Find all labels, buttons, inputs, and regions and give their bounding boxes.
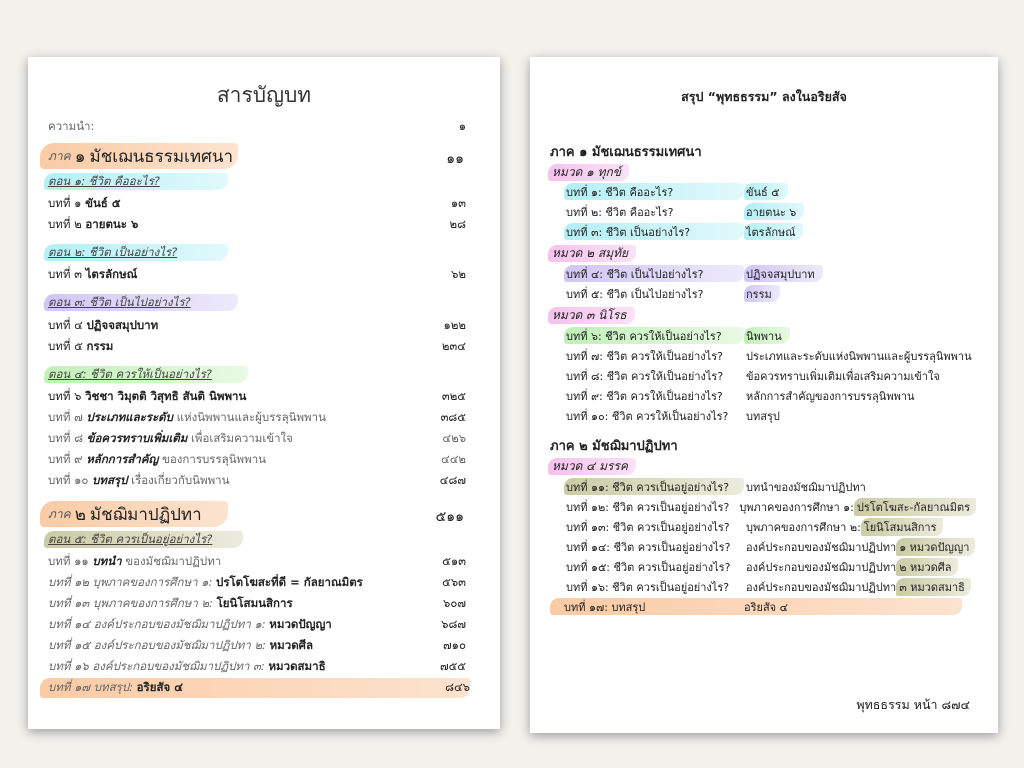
- row-answer-tag: ๓ หมวดสมาธิ: [896, 578, 971, 596]
- row-question: บทที่ ๑๑: ชีวิต ควรเป็นอยู่อย่างไร?: [564, 478, 744, 495]
- summary-row-13[interactable]: [564, 518, 984, 535]
- row-question: บทที่ ๑: ชีวิต คืออะไร?: [564, 183, 744, 200]
- ch-title: โยนิโสมนสิการ: [216, 596, 293, 610]
- row-answer: ขันธ์ ๕: [744, 183, 788, 200]
- part-number: ๒: [74, 504, 86, 525]
- toc-section-2[interactable]: ตอน ๒: ชีวิต เป็นอย่างไร?: [44, 244, 228, 261]
- toc-title: สารบัญบท: [216, 83, 312, 107]
- toc-page-number: ๒๘: [449, 217, 466, 231]
- ch-subtitle: แห่งนิพพานและผู้บรรลุนิพพาน: [172, 410, 326, 424]
- ch-title: ปรโตโฆสะที่ดี = กัลยาณมิตร: [216, 575, 363, 589]
- row-answer: ปฏิจจสมุปบาท: [744, 265, 823, 282]
- row-answer: บุพภาคของการศึกษา ๒:: [746, 520, 861, 534]
- ch-prefix: บทที่ ๑๒ บุพภาคของการศึกษา ๑:: [48, 575, 217, 589]
- summary-row-16[interactable]: [564, 578, 984, 595]
- summary-row-9[interactable]: [564, 387, 984, 404]
- toc-chapter-16[interactable]: [48, 657, 466, 677]
- page-footer: พุทธธรรม หน้า ๘๗๔: [856, 697, 970, 712]
- toc-chapter-7[interactable]: [48, 408, 466, 428]
- toc-chapter-6[interactable]: [48, 387, 466, 407]
- ch-prefix: บทที่ ๑: [48, 196, 86, 210]
- toc-page-number: ๖๘๗: [441, 617, 466, 631]
- summary-row-6[interactable]: [564, 327, 984, 344]
- toc-page-number: ๒๓๔: [441, 339, 466, 353]
- toc-page-number: ๖๐๗: [443, 596, 466, 610]
- ch-title: อริยสัจ ๔: [136, 680, 183, 694]
- toc-page-number: ๑๓: [450, 196, 466, 210]
- row-answer-tag: โยนิโสมนสิการ: [861, 518, 943, 536]
- summary-row-14[interactable]: [564, 538, 984, 555]
- toc-section-3[interactable]: ตอน ๓: ชีวิต เป็นไปอย่างไร?: [44, 294, 238, 311]
- toc-chapter-17[interactable]: [40, 678, 470, 698]
- ch-title: กรรม: [86, 339, 114, 353]
- row-answer-tag: ปรโตโฆสะ-กัลยาณมิตร: [854, 498, 976, 516]
- summary-row-12[interactable]: [564, 498, 984, 515]
- ch-title: อายตนะ ๖: [85, 217, 139, 231]
- row-answer-tag: ๒ หมวดศีล: [896, 558, 957, 576]
- row-question: บทที่ ๑๗: บทสรุป: [564, 600, 646, 614]
- summary-title: สรุป “พุทธธรรม” ลงในอริยสัจ: [681, 89, 847, 104]
- toc-chapter-11[interactable]: [48, 552, 466, 572]
- summary-row-5[interactable]: [564, 285, 984, 302]
- toc-chapter-1[interactable]: [48, 194, 466, 214]
- row-answer: ประเภทและระดับแห่งนิพพานและผู้บรรลุนิพพาน: [746, 349, 972, 363]
- row-answer: บทนำของมัชฌิมาปฏิปทา: [746, 480, 866, 494]
- ch-title: ไตรลักษณ์: [85, 267, 138, 281]
- row-answer: ไตรลักษณ์: [744, 223, 803, 240]
- ch-subtitle: เรื่องเกี่ยวกับนิพพาน: [127, 473, 230, 487]
- ch-prefix: บทที่ ๕: [48, 339, 87, 353]
- summary-row-17[interactable]: [550, 598, 962, 615]
- toc-page-number: ๔๔๒: [441, 452, 466, 466]
- ch-prefix: บทที่ ๒: [48, 217, 86, 231]
- toc-page-number: ๕๖๓: [442, 575, 466, 589]
- row-answer: นิพพาน: [744, 327, 790, 344]
- toc-part-2[interactable]: [40, 501, 228, 527]
- row-question: บทที่ ๑๖: ชีวิต ควรเป็นอยู่อย่างไร?: [566, 580, 730, 594]
- summary-group-2: หมวด ๒ สมุทัย: [548, 245, 636, 262]
- toc-page-number: ๑: [458, 119, 466, 133]
- toc-chapter-4[interactable]: [48, 316, 466, 336]
- summary-row-7[interactable]: [564, 347, 984, 364]
- toc-page-number: ๗๕๕: [439, 659, 466, 673]
- toc-page-number: ๔๒๖: [442, 431, 466, 445]
- summary-group-3: หมวด ๓ นิโรธ: [548, 307, 635, 324]
- part-prefix: ภาค: [48, 506, 71, 521]
- toc-chapter-3[interactable]: [48, 265, 466, 285]
- ch-prefix: บทที่ ๑๐: [48, 473, 93, 487]
- toc-chapter-5[interactable]: [48, 337, 466, 357]
- ch-title: หมวดปัญญา: [269, 617, 332, 631]
- toc-page-number: ๓๘๕: [440, 410, 466, 424]
- ch-prefix: บทที่ ๘: [48, 431, 87, 445]
- summary-group-4: หมวด ๔ มรรค: [548, 458, 636, 475]
- ch-title: หลักการสำคัญ: [86, 452, 159, 466]
- toc-chapter-2[interactable]: [48, 215, 466, 235]
- row-question: บทที่ ๙: ชีวิต ควรให้เป็นอย่างไร?: [566, 389, 723, 403]
- ch-prefix: บทที่ ๑๖ องค์ประกอบของมัชฌิมาปฏิปทา ๓:: [48, 659, 269, 673]
- ch-title: หมวดศีล: [269, 638, 314, 652]
- row-answer: หลักการสำคัญของการบรรลุนิพพาน: [746, 389, 915, 403]
- ch-prefix: บทที่ ๑๕ องค์ประกอบของมัชฌิมาปฏิปทา ๒:: [48, 638, 270, 652]
- row-answer: องค์ประกอบของมัชฌิมาปฏิปทา: [746, 540, 897, 554]
- row-answer: อายตนะ ๖: [744, 203, 804, 220]
- row-answer-tag: ๑ หมวดปัญญา: [896, 538, 975, 556]
- toc-chapter-13[interactable]: [48, 594, 466, 614]
- ch-subtitle: ของมัชฌิมาปฏิปทา: [121, 554, 222, 568]
- row-answer: ข้อควรทราบเพิ่มเติมเพื่อเสริมความเข้าใจ: [746, 369, 940, 383]
- toc-chapter-15[interactable]: [48, 636, 466, 656]
- row-question: บทที่ ๔: ชีวิต เป็นไปอย่างไร?: [564, 265, 744, 282]
- summary-row-4[interactable]: [564, 265, 984, 282]
- ch-prefix: บทที่ ๑๓ บุพภาคของการศึกษา ๒:: [48, 596, 217, 610]
- ch-subtitle: เพื่อเสริมความเข้าใจ: [187, 431, 293, 445]
- ch-prefix: บทที่ ๗: [48, 410, 87, 424]
- ch-prefix: บทที่ ๔: [48, 318, 87, 332]
- toc-intro[interactable]: [48, 117, 466, 137]
- ch-title: ขันธ์ ๕: [85, 196, 121, 210]
- toc-chapter-12[interactable]: [48, 573, 466, 593]
- ch-title: บทนำ: [92, 554, 122, 568]
- toc-intro-label: ความนำ:: [48, 119, 95, 133]
- toc-page-number: ๔๘๗: [439, 473, 466, 487]
- toc-chapter-9[interactable]: [48, 450, 466, 470]
- row-answer: บทสรุป: [746, 409, 780, 423]
- toc-part-1-page: ๑๑: [446, 151, 464, 167]
- toc-chapter-8[interactable]: [48, 429, 466, 449]
- summary-row-15[interactable]: [564, 558, 984, 575]
- row-question: บทที่ ๒: ชีวิต คืออะไร?: [566, 205, 674, 219]
- toc-chapter-10[interactable]: [48, 471, 466, 491]
- summary-page: [530, 57, 998, 733]
- row-question: บทที่ ๑๔: ชีวิต ควรเป็นอยู่อย่างไร?: [566, 540, 731, 554]
- toc-page-number: ๕๑๓: [442, 554, 466, 568]
- ch-title: บทสรุป: [92, 473, 128, 487]
- row-question: บทที่ ๑๓: ชีวิต ควรเป็นอยู่อย่างไร?: [566, 520, 730, 534]
- ch-prefix: บทที่ ๓: [48, 267, 86, 281]
- toc-page-number: ๘๔๖: [445, 680, 470, 694]
- row-question: บทที่ ๑๒: ชีวิต ควรเป็นอยู่อย่างไร?: [566, 500, 730, 514]
- toc-section-1[interactable]: ตอน ๑: ชีวิต คืออะไร?: [44, 173, 228, 190]
- toc-page-number: ๑๒๒: [443, 318, 466, 332]
- ch-prefix: บทที่ ๙: [48, 452, 87, 466]
- toc-section-4[interactable]: ตอน ๔: ชีวิต ควรให้เป็นอย่างไร?: [44, 366, 248, 383]
- toc-section-5[interactable]: ตอน ๕: ชีวิต ควรเป็นอยู่อย่างไร?: [44, 531, 243, 548]
- part-name: มัชฌิมาปฏิปทา: [89, 504, 202, 525]
- ch-subtitle: ของการบรรลุนิพพาน: [158, 452, 267, 466]
- ch-title: ปฏิจจสมุปบาท: [86, 318, 159, 332]
- toc-part-2-page: ๕๑๑: [435, 509, 464, 525]
- row-question: บทที่ ๕: ชีวิต เป็นไปอย่างไร?: [566, 287, 704, 301]
- summary-part-2: ภาค ๒ มัชฌิมาปฏิปทา: [550, 439, 678, 454]
- toc-page-number: ๖๒: [451, 267, 466, 281]
- row-answer: องค์ประกอบของมัชฌิมาปฏิปทา: [746, 580, 897, 594]
- toc-page-number: ๗๑๐: [443, 638, 466, 652]
- ch-prefix: บทที่ ๑๔ องค์ประกอบของมัชฌิมาปฏิปทา ๑:: [48, 617, 270, 631]
- toc-part-1[interactable]: [40, 143, 238, 169]
- row-answer: อริยสัจ ๔: [744, 600, 788, 614]
- summary-group-1: หมวด ๑ ทุกข์: [548, 164, 629, 181]
- row-question: บทที่ ๑๐: ชีวิต ควรให้เป็นอย่างไร?: [566, 409, 729, 423]
- row-question: บทที่ ๑๕: ชีวิต ควรเป็นอยู่อย่างไร?: [566, 560, 731, 574]
- row-answer: บุพภาคของการศึกษา ๑:: [739, 500, 854, 514]
- row-question: บทที่ ๗: ชีวิต ควรให้เป็นอย่างไร?: [566, 349, 723, 363]
- part-prefix: ภาค: [48, 148, 71, 163]
- ch-prefix: บทที่ ๑๑: [48, 554, 93, 568]
- ch-title: หมวดสมาธิ: [268, 659, 326, 673]
- part-number: ๑: [74, 146, 86, 167]
- toc-page: [28, 57, 500, 729]
- ch-title: ประเภทและระดับ: [86, 410, 173, 424]
- toc-chapter-14[interactable]: [48, 615, 466, 635]
- summary-part-1: ภาค ๑ มัชเฌนธรรมเทศนา: [550, 145, 702, 160]
- summary-row-10[interactable]: [564, 407, 984, 424]
- summary-row-3[interactable]: [564, 223, 984, 240]
- row-question: บทที่ ๖: ชีวิต ควรให้เป็นอย่างไร?: [564, 327, 744, 344]
- ch-title: ข้อควรทราบเพิ่มเติม: [86, 431, 188, 445]
- row-question: บทที่ ๘: ชีวิต ควรให้เป็นอย่างไร?: [566, 369, 724, 383]
- row-answer: องค์ประกอบของมัชฌิมาปฏิปทา: [746, 560, 897, 574]
- row-question: บทที่ ๓: ชีวิต เป็นอย่างไร?: [564, 223, 744, 240]
- summary-row-8[interactable]: [564, 367, 984, 384]
- summary-row-11[interactable]: [564, 478, 984, 495]
- ch-title: วิชชา วิมุตติ วิสุทธิ สันติ นิพพาน: [85, 389, 247, 403]
- ch-prefix: บทที่ ๖: [48, 389, 86, 403]
- summary-row-2[interactable]: [564, 203, 984, 220]
- row-answer: กรรม: [744, 285, 780, 302]
- toc-page-number: ๓๒๕: [441, 389, 466, 403]
- ch-prefix: บทที่ ๑๗ บทสรุป:: [48, 680, 137, 694]
- summary-row-1[interactable]: [564, 183, 984, 200]
- part-name: มัชเฌนธรรมเทศนา: [89, 146, 234, 167]
